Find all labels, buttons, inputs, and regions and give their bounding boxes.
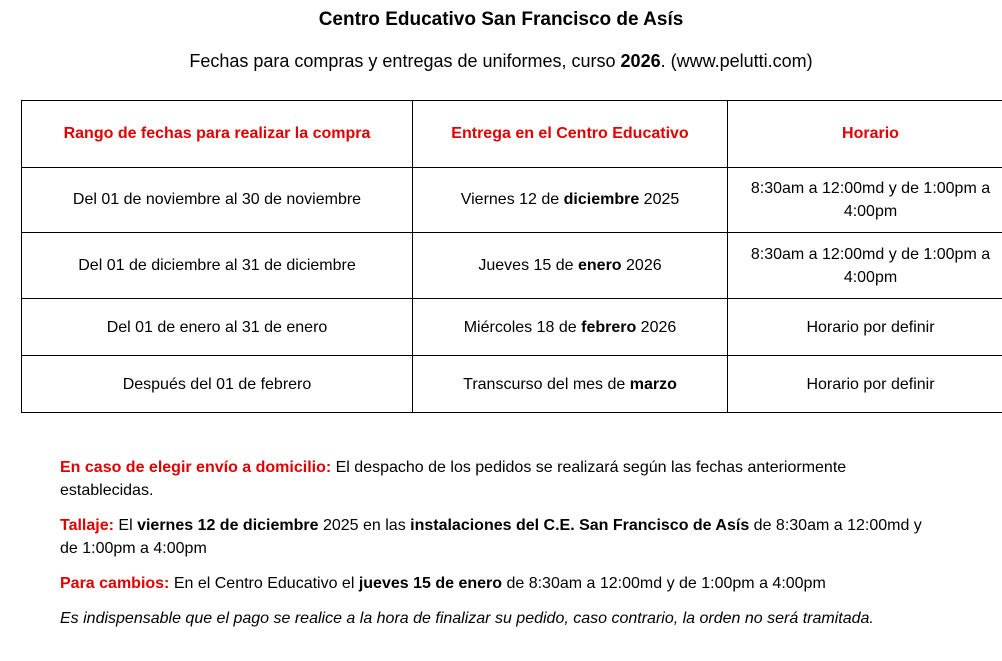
cell-delivery: [413, 356, 728, 413]
changes-date: jueves 15 de enero: [358, 575, 503, 592]
page-title: Centro Educativo San Francisco de Asís: [318, 9, 684, 30]
delivery-month: diciembre: [563, 191, 640, 209]
table-header-row: [22, 101, 1002, 168]
fitting-hours: de 8:30am a 12:00md y de 1:00pm a 4:00pm: [60, 517, 922, 557]
changes-hours: de 8:30am a 12:00md y de 1:00pm a 4:00pm: [502, 575, 826, 592]
home-delivery-note: [60, 456, 940, 502]
cell-schedule: 8:30am a 12:00md y de 1:00pm a 4:00pm: [728, 233, 1002, 299]
table-row: [22, 298, 1002, 356]
header-schedule: Horario: [728, 101, 1002, 168]
subtitle-year: 2026: [620, 51, 661, 71]
header-delivery: Entrega en el Centro Educativo: [413, 101, 728, 168]
page-subtitle: [0, 51, 1002, 72]
fitting-note: [60, 514, 940, 560]
cell-schedule: Horario por definir: [728, 298, 1002, 356]
delivery-year: 2026: [636, 318, 677, 336]
delivery-month: marzo: [629, 375, 677, 393]
home-delivery-text: El despacho de los pedidos se realizará según las fechas anteriormente establecidas.: [60, 459, 847, 499]
fitting-date: viernes 12 de diciembre: [137, 517, 319, 534]
cell-delivery: [413, 298, 728, 356]
fitting-text: 2025 en las: [318, 517, 411, 534]
subtitle-text: Fechas para compras y entregas de uniformes, curso: [189, 51, 621, 71]
cell-delivery: [413, 233, 728, 299]
table-row: [22, 167, 1002, 233]
delivery-year: 2025: [639, 191, 680, 209]
delivery-year: 2026: [621, 257, 662, 275]
payment-note: Es indispensable que el pago se realice a la hora de finalizar su pedido, caso contrario, la orden no será tramitada.: [60, 610, 874, 627]
cell-delivery: [413, 167, 728, 233]
table-row: [22, 356, 1002, 413]
fitting-location: instalaciones del C.E. San Francisco de Asís: [410, 517, 750, 534]
fitting-text: El: [113, 517, 138, 534]
home-delivery-label: En caso de elegir envío a domicilio:: [60, 459, 332, 476]
cell-range: Del 01 de enero al 31 de enero: [22, 298, 413, 356]
table-row: [22, 233, 1002, 299]
delivery-month: enero: [578, 257, 622, 275]
cell-schedule: 8:30am a 12:00md y de 1:00pm a 4:00pm: [728, 167, 1002, 233]
fitting-label: Tallaje:: [60, 517, 114, 534]
cell-range: Del 01 de noviembre al 30 de noviembre: [22, 167, 413, 233]
notes-section: [60, 456, 940, 642]
delivery-text: Viernes 12 de: [460, 191, 564, 209]
cell-range: Del 01 de diciembre al 31 de diciembre: [22, 233, 413, 299]
schedule-table: [21, 100, 1002, 413]
delivery-text: Miércoles 18 de: [463, 318, 582, 336]
subtitle-website: . (www.pelutti.com): [660, 51, 813, 71]
changes-label: Para cambios:: [60, 575, 170, 592]
changes-text: En el Centro Educativo el: [169, 575, 359, 592]
cell-range: Después del 01 de febrero: [22, 356, 413, 413]
delivery-text: Transcurso del mes de: [463, 375, 630, 393]
delivery-month: febrero: [581, 318, 637, 336]
changes-note: [60, 572, 940, 595]
cell-schedule: Horario por definir: [728, 356, 1002, 413]
delivery-text: Jueves 15 de: [478, 257, 578, 275]
header-purchase-range: Rango de fechas para realizar la compra: [22, 101, 413, 168]
